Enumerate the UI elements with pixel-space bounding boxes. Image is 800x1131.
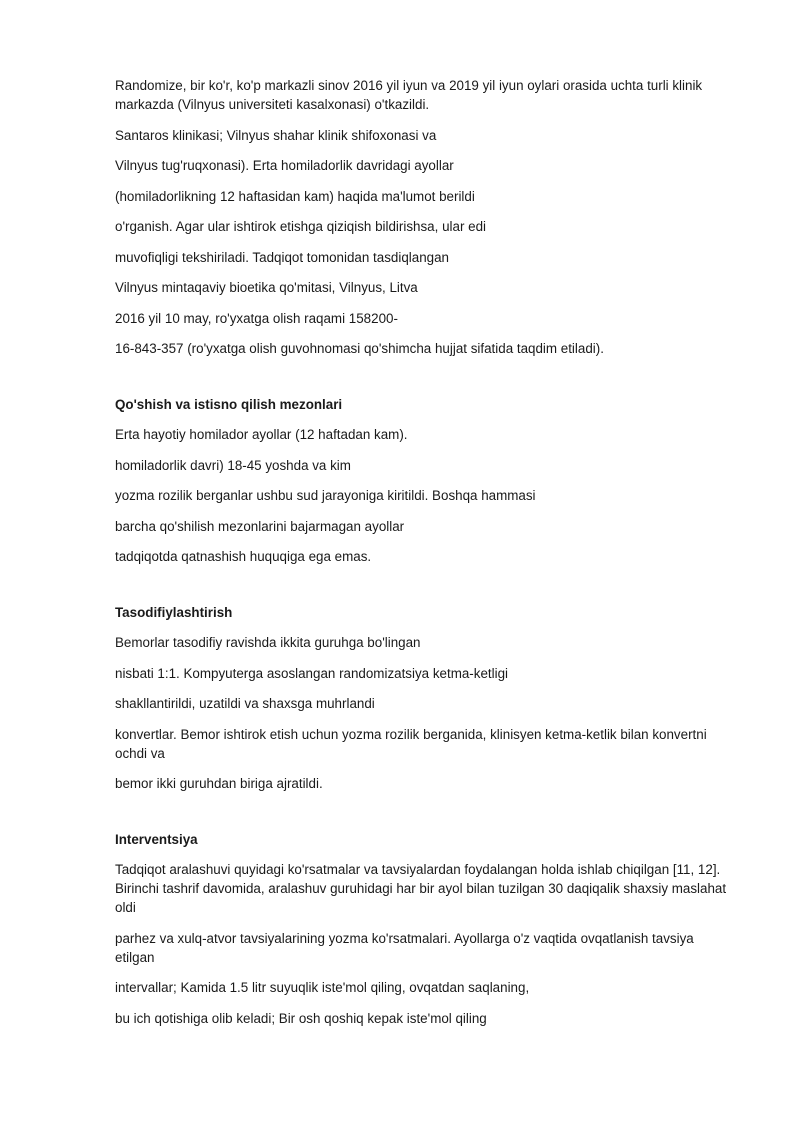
paragraph: Santaros klinikasi; Vilnyus shahar klinik shifoxonasi va (115, 127, 437, 143)
paragraph: homiladorlik davri) 18-45 yoshda va kim (115, 457, 351, 473)
paragraph: nisbati 1:1. Kompyuterga asoslangan randomizatsiya ketma-ketligi (115, 665, 508, 681)
section-randomization (115, 603, 735, 794)
paragraph: yozma rozilik berganlar ushbu sud jarayoniga kiritildi. Boshqa hammasi (115, 488, 536, 503)
paragraph: shakllantirildi, uzatildi va shaxsga muhrlandi (115, 696, 375, 711)
paragraph: barcha qo'shilish mezonlarini bajarmagan ayollar (115, 518, 405, 534)
paragraph: muvofiqligi tekshiriladi. Tadqiqot tomonidan tasdiqlangan (115, 249, 449, 265)
document-page (115, 76, 735, 1039)
paragraph: Vilnyus tug'ruqxonasi). Erta homiladorlik davridagi ayollar (115, 158, 454, 173)
paragraph: Tadqiqot aralashuvi quyidagi ko'rsatmalar va tavsiyalardan foydalangan holda ishlab chiqilgan [11, 12]. Birinchi tashrif davomida, aralashuv guruhidagi har bir ayol bilan tuzilgan 30 daqiqalik shaxsiy maslahat oldi (115, 862, 727, 915)
paragraph: Vilnyus mintaqaviy bioetika qo'mitasi, Vilnyus, Litva (115, 280, 418, 295)
paragraph: konvertlar. Bemor ishtirok etish uchun yozma rozilik berganida, klinisyen ketma-ketlik bilan konvertni ochdi va (115, 726, 707, 761)
paragraph: Bemorlar tasodifiy ravishda ikkita guruhga bo'lingan (115, 635, 421, 650)
paragraph: intervallar; Kamida 1.5 litr suyuqlik iste'mol qiling, ovqatdan saqlaning, (115, 980, 530, 995)
section-heading: Interventsiya (115, 831, 198, 847)
section-inclusion-criteria (115, 395, 735, 567)
paragraph: (homiladorlikning 12 haftasidan kam) haqida ma'lumot berildi (115, 188, 475, 204)
paragraph: Erta hayotiy homilador ayollar (12 haftadan kam). (115, 427, 408, 442)
paragraph: Randomize, bir ko'r, ko'p markazli sinov 2016 yil iyun va 2019 yil iyun oylari orasida uchta turli klinik markazda (Vilnyus universiteti kasalxonasi) o'tkazildi. (115, 78, 703, 112)
paragraph: 16-843-357 (ro'yxatga olish guvohnomasi qo'shimcha hujjat sifatida taqdim etiladi). (115, 341, 604, 356)
paragraph: o'rganish. Agar ular ishtirok etishga qiziqish bildirishsa, ular edi (115, 219, 486, 234)
section-intervention (115, 830, 735, 1028)
section-heading: Tasodifiylashtirish (115, 604, 233, 620)
paragraph: 2016 yil 10 may, ro'yxatga olish raqami 158200- (115, 310, 398, 326)
paragraph: bemor ikki guruhdan biriga ajratildi. (115, 776, 323, 791)
paragraph: tadqiqotda qatnashish huquqiga ega emas. (115, 549, 372, 564)
paragraph: bu ich qotishiga olib keladi; Bir osh qoshiq kepak iste'mol qiling (115, 1010, 487, 1026)
intro-block (115, 76, 735, 358)
paragraph: parhez va xulq-atvor tavsiyalarining yozma ko'rsatmalari. Ayollarga o'z vaqtida ovqatlanish tavsiya etilgan (115, 930, 694, 965)
section-heading: Qo'shish va istisno qilish mezonlari (115, 396, 343, 412)
